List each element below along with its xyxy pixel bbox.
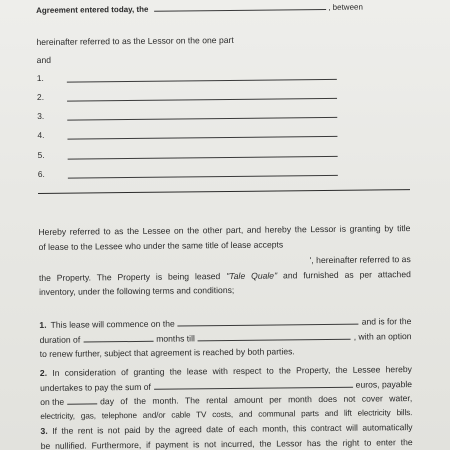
clause-2-line-4: electricity, gas, telephone and/or cable TV costs, and communal parts and lift electricity bills. <box>40 407 413 421</box>
clause-3 <box>40 420 412 450</box>
party-number: 6. <box>37 168 45 179</box>
clause-2-number: 2. <box>39 367 48 378</box>
lessee-line-5: inventory, under the following terms and conditions; <box>39 284 235 297</box>
party-blank[interactable] <box>68 156 338 160</box>
clause-1-text-e: , with an option <box>353 330 412 342</box>
party-blank[interactable] <box>67 117 337 121</box>
clause-2-text-2a: undertakes to pay the sum of <box>40 381 151 393</box>
property-text-a: the Property. The Property is being leased <box>38 270 221 283</box>
commence-date-blank[interactable] <box>178 316 359 327</box>
agreement-prefix: Agreement entered today, the <box>36 4 149 15</box>
clause-3-line-2: be nullified. Furthermore, if payment is not incurred, the Lessor has the right to enter the <box>40 436 413 450</box>
clause-3-text-1: If the rent is not paid by the agreed date of each month, this contract will automatically <box>52 422 413 436</box>
lessee-section <box>38 221 411 299</box>
agreement-date-line <box>36 0 408 16</box>
clause-3-number: 3. <box>40 425 48 436</box>
clause-1-text-d: months till <box>156 332 195 344</box>
clause-1-number: 1. <box>39 319 47 330</box>
agreement-suffix: , between <box>328 2 363 12</box>
lessee-line-1: Hereby referred to as the Lessee on the other part, and hereby the Lessor is granting by title <box>38 223 411 237</box>
clause-2-text-3b: day of the month. The rental amount per month does not cover water, <box>100 393 413 407</box>
clause-2-text-1: In consideration of granting the lease with respect to the Property, the Lessee hereby <box>52 364 412 378</box>
rent-amount-blank[interactable] <box>154 378 353 389</box>
party-blank[interactable] <box>67 136 337 140</box>
party-line-2[interactable] <box>37 89 337 104</box>
tale-quale: "Tale Quale" <box>226 269 278 281</box>
party-number: 1. <box>36 72 44 83</box>
party-number: 2. <box>36 91 45 102</box>
clause-1-text-c: duration of <box>39 334 81 345</box>
duration-months-blank[interactable] <box>83 332 153 342</box>
property-text-b: and furnished as per attached <box>282 268 411 280</box>
payment-day-blank[interactable] <box>67 395 97 404</box>
and-label: and <box>36 54 52 65</box>
lessee-line-2: of lease to the Lessee who under the same title of lease accepts <box>38 238 284 252</box>
clause-2-text-3a: on the <box>40 396 65 407</box>
clause-2 <box>40 362 413 424</box>
party-line-6[interactable] <box>38 166 338 181</box>
party-line-1[interactable] <box>37 70 337 85</box>
agreement-date-blank[interactable] <box>154 1 326 12</box>
party-number: 5. <box>37 149 45 160</box>
party-blank[interactable] <box>68 175 338 179</box>
clause-1 <box>39 314 411 361</box>
property-address-blank[interactable] <box>42 254 307 266</box>
clause-1-text-b: and is for the <box>361 316 412 327</box>
clause-1-line-3: to renew further, subject that agreement is reached by both parties. <box>39 346 295 359</box>
lessor-line: hereinafter referred to as the Lessor on the one part <box>36 34 234 47</box>
party-blank[interactable] <box>67 79 337 83</box>
party-line-4[interactable] <box>37 127 337 142</box>
party-number: 3. <box>37 110 45 121</box>
property-suffix: ', hereinafter referred to as <box>309 254 411 266</box>
clause-1-text-a: This lease will commence on the <box>50 318 175 330</box>
party-line-3[interactable] <box>37 108 337 123</box>
end-date-blank[interactable] <box>198 330 351 341</box>
party-number: 4. <box>37 129 45 140</box>
party-line-5[interactable] <box>38 147 338 162</box>
party-blank[interactable] <box>67 98 337 102</box>
clause-2-text-2b: euros, payable <box>355 378 413 390</box>
section-divider <box>38 189 410 194</box>
